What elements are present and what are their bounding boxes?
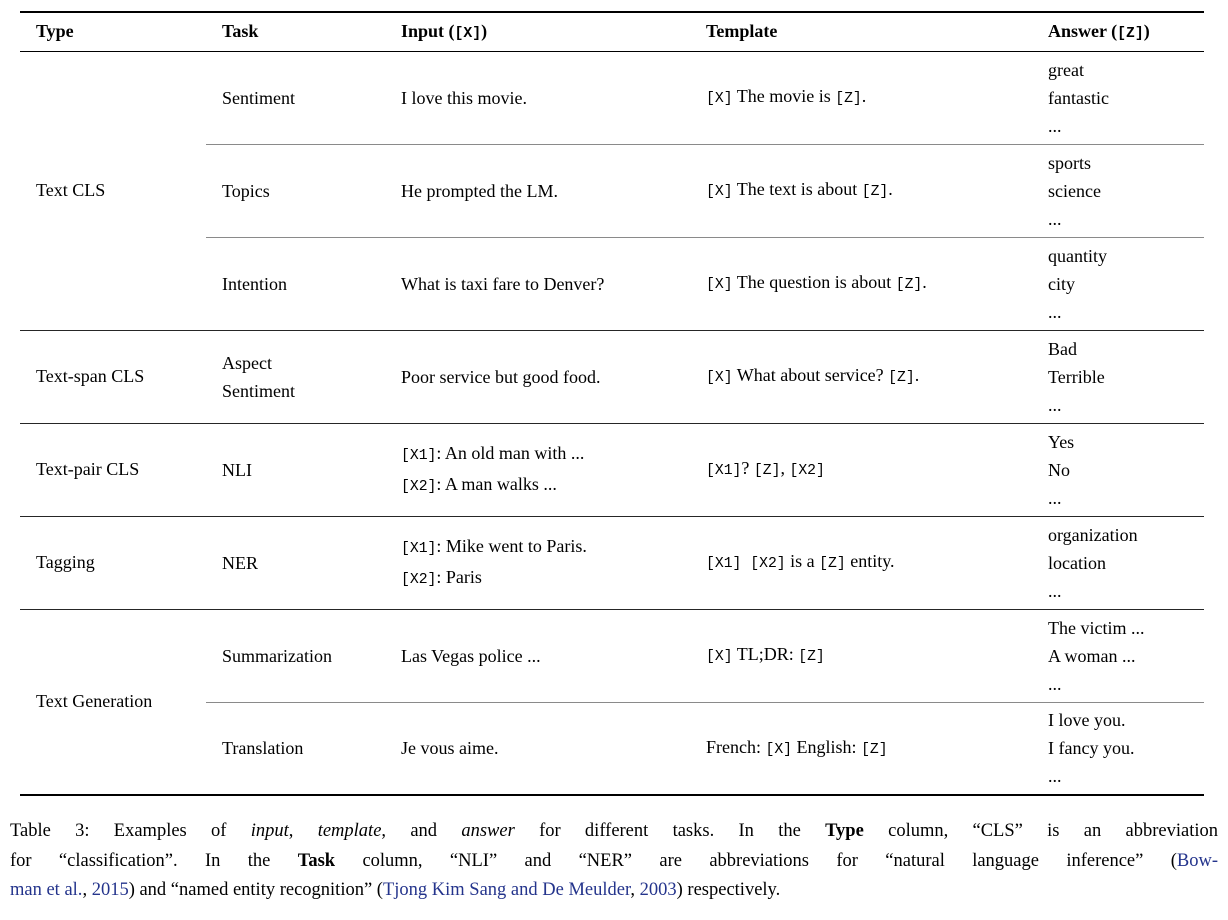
prompt-token: [X]	[706, 184, 733, 200]
answer-cell	[1032, 51, 1204, 144]
text-run: The question is about	[732, 272, 896, 292]
task-cell	[206, 702, 385, 795]
citation-link[interactable]: Bow-	[1176, 850, 1219, 871]
text-run: Tagging	[36, 552, 95, 572]
answer-line: quantity	[1048, 245, 1107, 266]
prompt-token: [X1]	[401, 540, 437, 557]
table-row	[20, 423, 1204, 516]
answer-cell	[1032, 144, 1204, 237]
input-cell	[385, 516, 690, 609]
table-caption	[10, 817, 1218, 906]
input-cell	[385, 702, 690, 795]
task-line: Topics	[222, 180, 270, 201]
caption-line	[10, 847, 1218, 877]
input-cell	[385, 423, 690, 516]
template-line	[706, 454, 1026, 485]
text-run: ,	[780, 458, 790, 478]
template-cell	[690, 237, 1032, 330]
answer-line: ...	[1048, 301, 1062, 322]
answer-line: ...	[1048, 766, 1062, 787]
text-run: ,	[630, 880, 640, 900]
template-line	[706, 733, 1026, 764]
input-cell	[385, 51, 690, 144]
template-cell	[690, 702, 1032, 795]
task-line: NLI	[222, 459, 252, 480]
answer-line: ...	[1048, 115, 1062, 136]
text-run: He prompted the LM.	[401, 180, 558, 201]
task-line: Intention	[222, 273, 287, 294]
text-run: Template	[706, 21, 778, 42]
input-line	[401, 470, 684, 501]
input-line	[401, 563, 684, 594]
text-run: column, “NLI” and “NER” are abbreviations for “natural language inference” (	[335, 850, 1177, 871]
col-header-answer	[1032, 12, 1204, 51]
text-run: .	[914, 365, 920, 385]
text-run: Task	[297, 850, 336, 871]
prompt-token: [X2]	[401, 478, 437, 495]
table-body	[20, 51, 1204, 795]
text-run: The movie is	[732, 86, 836, 106]
prompt-token: [Z]	[1117, 26, 1144, 43]
answer-cell	[1032, 423, 1204, 516]
type-cell	[20, 423, 206, 516]
text-run: column, “CLS” is an abbreviation	[863, 821, 1219, 841]
text-run: Input (	[401, 21, 455, 42]
text-run: ) respectively.	[676, 880, 781, 900]
type-cell	[20, 609, 206, 795]
text-run: ) and “named entity recognition” (	[128, 880, 383, 900]
answer-line: I fancy you.	[1048, 738, 1135, 759]
text-run: What is taxi fare to Denver?	[401, 273, 605, 294]
prompt-token: [X2]	[789, 463, 825, 479]
answer-line: organization	[1048, 524, 1138, 545]
answer-line: fantastic	[1048, 87, 1109, 108]
text-run: Task	[222, 21, 259, 42]
text-run: is a	[785, 551, 820, 571]
prompt-token: [X]	[454, 26, 482, 43]
text-run: for different tasks. In the	[514, 821, 826, 841]
text-run: ,	[82, 880, 92, 900]
answer-line: No	[1048, 459, 1070, 480]
prompt-token: [Z]	[888, 370, 915, 386]
answer-line: ...	[1048, 487, 1062, 508]
input-line	[401, 642, 684, 670]
text-run: Table 3: Examples of	[10, 821, 251, 841]
prompt-token: [Z]	[835, 91, 862, 107]
input-cell	[385, 609, 690, 702]
text-run: I love this movie.	[401, 87, 527, 108]
task-line: Sentiment	[222, 87, 295, 108]
text-run: )	[1143, 21, 1150, 42]
input-line	[401, 439, 684, 470]
type-cell	[20, 330, 206, 423]
text-run: : A man walks ...	[436, 473, 557, 494]
text-run: : An old man with ...	[436, 442, 585, 463]
caption-line	[10, 876, 1218, 906]
answer-line: ...	[1048, 673, 1062, 694]
prompt-token: [X1]	[401, 447, 437, 464]
answer-line: Bad	[1048, 338, 1077, 359]
input-line	[401, 532, 684, 563]
text-run: ,	[288, 821, 318, 841]
citation-link[interactable]: 2015	[91, 880, 129, 900]
text-run: Text-pair CLS	[36, 459, 140, 479]
text-run: The text is about	[732, 179, 862, 199]
template-line	[706, 82, 1026, 113]
task-line: Aspect	[222, 352, 272, 373]
text-run: Poor service but good food.	[401, 366, 601, 387]
text-run: Je vous aime.	[401, 738, 499, 759]
text-run: input	[250, 821, 289, 841]
prompt-token: [Z]	[861, 741, 888, 758]
input-cell	[385, 144, 690, 237]
col-header-type	[20, 12, 206, 51]
task-line: NER	[222, 552, 258, 573]
text-run: Answer (	[1048, 21, 1118, 42]
input-line	[401, 270, 684, 298]
col-header-input	[385, 12, 690, 51]
table-row	[20, 51, 1204, 144]
answer-line: Yes	[1048, 431, 1075, 452]
template-line	[706, 268, 1026, 299]
text-run: Text Generation	[36, 691, 153, 712]
template-cell	[690, 423, 1032, 516]
answer-cell	[1032, 516, 1204, 609]
input-cell	[385, 330, 690, 423]
task-cell	[206, 144, 385, 237]
caption-line	[10, 817, 1218, 847]
text-run: Type	[825, 821, 864, 841]
template-cell	[690, 51, 1032, 144]
citation-link[interactable]: Tjong Kim Sang and De Meulder	[382, 880, 631, 900]
answer-cell	[1032, 609, 1204, 702]
answer-cell	[1032, 237, 1204, 330]
task-line: Summarization	[222, 645, 332, 666]
task-cell	[206, 423, 385, 516]
template-line	[706, 361, 1026, 392]
paper-table	[20, 11, 1204, 796]
text-run: French:	[706, 736, 766, 757]
task-cell	[206, 330, 385, 423]
text-run: template	[317, 821, 382, 841]
task-cell	[206, 609, 385, 702]
task-cell	[206, 51, 385, 144]
answer-line: location	[1048, 552, 1106, 573]
citation-link[interactable]: man et al.	[10, 880, 83, 900]
answer-line: The victim ...	[1048, 617, 1145, 638]
table-row	[20, 330, 1204, 423]
template-line	[706, 547, 1026, 578]
answer-line: A woman ...	[1048, 645, 1136, 666]
table-row	[20, 516, 1204, 609]
type-cell	[20, 516, 206, 609]
template-cell	[690, 330, 1032, 423]
text-run: for “classification”. In the	[10, 850, 298, 871]
input-line	[401, 84, 684, 112]
col-header-task	[206, 12, 385, 51]
template-cell	[690, 609, 1032, 702]
text-run: Text CLS	[36, 180, 106, 200]
answer-line: Terrible	[1048, 366, 1105, 387]
task-cell	[206, 237, 385, 330]
input-line	[401, 734, 684, 762]
answer-line: ...	[1048, 580, 1062, 601]
task-line: Sentiment	[222, 380, 295, 401]
input-line	[401, 363, 684, 391]
text-run: )	[481, 21, 488, 42]
text-run: Las Vegas police ...	[401, 645, 541, 666]
text-run: : Paris	[436, 566, 482, 587]
prompt-token: [Z]	[819, 556, 846, 572]
answer-line: ...	[1048, 394, 1062, 415]
input-line	[401, 177, 684, 205]
text-run: : Mike went to Paris.	[436, 535, 587, 556]
prompt-token: [X1]	[706, 463, 742, 479]
text-run: Text-span CLS	[36, 366, 145, 386]
template-line	[706, 175, 1026, 206]
text-run: What about service?	[732, 365, 889, 385]
prompt-token: [Z]	[895, 277, 923, 293]
text-run: TL;DR:	[732, 644, 799, 664]
template-cell	[690, 516, 1032, 609]
template-line	[706, 640, 1026, 671]
text-run: ?	[741, 458, 754, 478]
text-run: .	[861, 86, 867, 106]
prompt-token: [Z]	[861, 184, 889, 200]
text-run: entity.	[845, 551, 895, 571]
text-run: .	[922, 272, 927, 292]
prompt-token: [X]	[706, 91, 733, 107]
text-run: .	[888, 179, 893, 199]
type-cell	[20, 51, 206, 330]
prompt-token: [Z]	[798, 649, 825, 665]
prompt-token: [X]	[706, 370, 733, 386]
prompt-token: [X2]	[401, 571, 437, 588]
prompt-token: [X1] [X2]	[706, 556, 786, 572]
answer-line: science	[1048, 180, 1101, 201]
answer-line: I love you.	[1048, 710, 1126, 731]
answer-cell	[1032, 702, 1204, 795]
text-run: English:	[792, 736, 862, 757]
prompt-token: [X]	[765, 741, 793, 758]
prompt-token: [X]	[706, 649, 733, 665]
text-run: , and	[381, 821, 462, 841]
input-cell	[385, 237, 690, 330]
template-cell	[690, 144, 1032, 237]
text-run: answer	[461, 821, 515, 841]
answer-line: sports	[1048, 152, 1092, 173]
col-header-template	[690, 12, 1032, 51]
prompt-token: [Z]	[753, 463, 781, 479]
header-row	[20, 12, 1204, 51]
answer-cell	[1032, 330, 1204, 423]
task-cell	[206, 516, 385, 609]
prompt-token: [X]	[706, 277, 733, 293]
table-row	[20, 609, 1204, 702]
task-line: Translation	[222, 738, 304, 759]
text-run: Type	[36, 21, 74, 42]
answer-line: city	[1048, 273, 1075, 294]
answer-line: great	[1048, 59, 1084, 80]
answer-line: ...	[1048, 208, 1062, 229]
citation-link[interactable]: 2003	[639, 880, 677, 900]
